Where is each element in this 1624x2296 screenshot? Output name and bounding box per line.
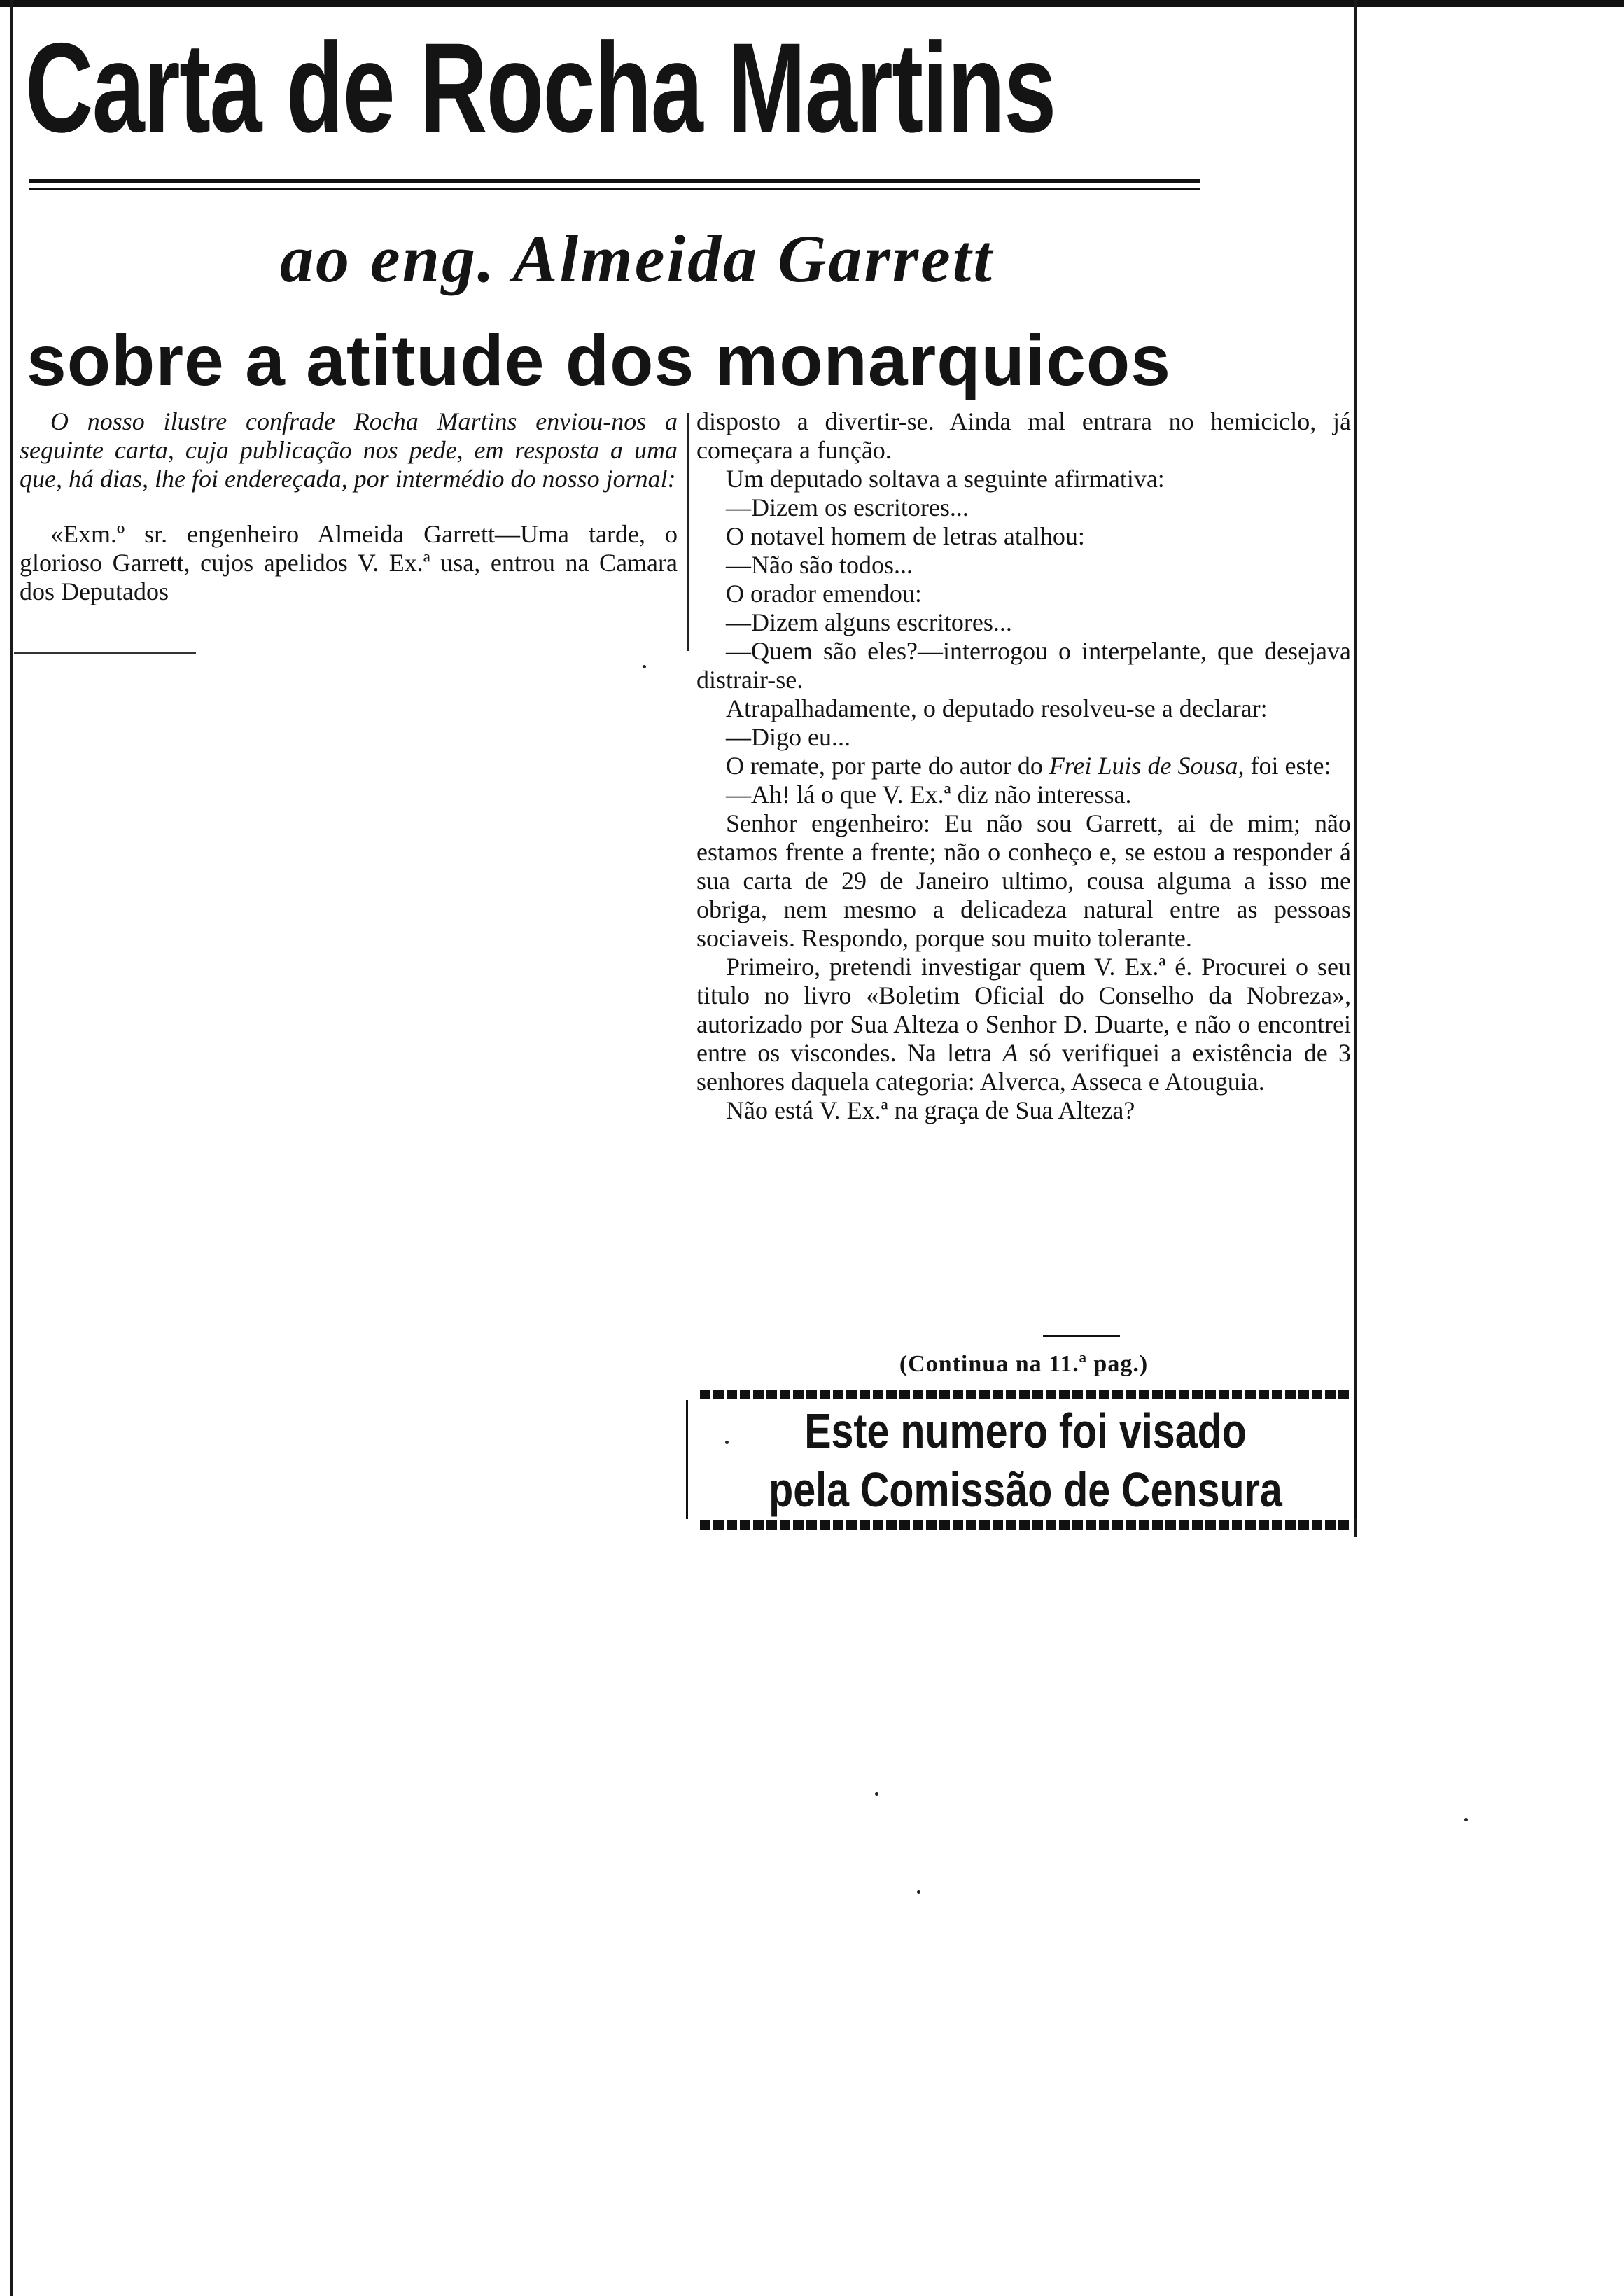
text-run: O remate, por parte do autor do: [726, 752, 1049, 780]
paragraph: [696, 953, 1351, 1096]
title-rule-thin: [29, 188, 1200, 190]
text-run: só verifiquei a existência de 3 senhores daquela categoria: Alverca, Asseca e Atouguia.: [696, 1039, 1351, 1096]
paragraph: O notavel homem de letras atalhou:: [726, 522, 1085, 550]
intro-paragraph: O nosso ilustre confrade Rocha Martins enviou-nos a seguinte carta, cuja publicação nos pede, em resposta a uma que, há dias, lhe foi endereçada, por intermédio do nosso jornal:: [20, 407, 678, 493]
page-top-rule: [0, 0, 1624, 7]
text-run: Primeiro, pretendi investigar quem V. Ex.ª é. Procurei o seu titulo no livro «Boletim Oficial do Conselho da Nobreza», autorizado por Sua Alteza o Senhor D. Duarte, e não o encontrei entre os viscondes. Na letra: [696, 953, 1351, 1067]
dialogue-line: —Dizem alguns escritores...: [726, 608, 1012, 636]
work-title: Frei Luis de Sousa: [1049, 752, 1238, 780]
article-right-rule: [1354, 0, 1357, 1536]
censor-box-bottom-border: [700, 1520, 1351, 1530]
print-speck: [875, 1792, 878, 1795]
print-speck: [917, 1890, 920, 1893]
censor-box-left-border: [686, 1400, 688, 1519]
paragraph: disposto a divertir-se. Ainda mal entrara no hemiciclo, já começara a função.: [696, 407, 1351, 464]
masthead-title: Carta de Rocha Martins: [25, 16, 1056, 159]
print-speck: [1464, 1818, 1468, 1821]
dialogue-line: —Ah! lá o que V. Ex.ª diz não interessa.: [726, 780, 1132, 808]
letter-marker: A: [1002, 1039, 1018, 1067]
censorship-notice: [700, 1401, 1351, 1519]
censorship-line-2: pela Comissão de Censura: [769, 1462, 1282, 1517]
paragraph: Um deputado soltava a seguinte afirmativa:: [726, 465, 1165, 493]
page-left-rule: [10, 0, 13, 2296]
paragraph: Atrapalhadamente, o deputado resolveu-se a declarar:: [726, 694, 1268, 722]
title-rule-thick: [29, 179, 1200, 183]
column-left: [20, 407, 678, 606]
dialogue-line: —Dizem os escritores...: [726, 493, 969, 522]
paragraph: Não está V. Ex.ª na graça de Sua Alteza?: [726, 1096, 1135, 1124]
paragraph: [696, 752, 1351, 780]
subtitle: ao eng. Almeida Garrett: [280, 221, 995, 296]
print-speck: [725, 1441, 729, 1444]
column-divider: [687, 413, 690, 651]
paragraph: Senhor engenheiro: Eu não sou Garrett, ai de mim; não estamos frente a frente; não o conheço e, se estou a responder á sua carta de 29 de Janeiro ultimo, cousa alguma a isso me obriga, nem mesmo a delicadeza natural entre as pessoas sociaveis. Respondo, porque sou muito tolerante.: [696, 809, 1351, 952]
dialogue-line: —Quem são eles?—interrogou o interpelante, que desejava distrair-se.: [696, 637, 1351, 694]
censor-box-top-border: [700, 1390, 1351, 1399]
dialogue-line: —Digo eu...: [726, 723, 850, 751]
censor-box-right-border: [1354, 1400, 1357, 1519]
censorship-line-1: Este numero foi visado: [804, 1404, 1247, 1458]
print-speck: [643, 665, 646, 668]
column-left-end-rule: [14, 652, 196, 654]
letter-opening: «Exm.º sr. engenheiro Almeida Garrett—Uma tarde, o glorioso Garrett, cujos apelidos V. Ex.ª usa, entrou na Camara dos Deputados: [20, 520, 678, 606]
continuation-note: (Continua na 11.ª pag.): [899, 1351, 1149, 1377]
end-rule: [1043, 1335, 1120, 1337]
text-run: , foi este:: [1238, 752, 1331, 780]
paragraph: O orador emendou:: [726, 580, 922, 608]
headline: sobre a atitude dos monarquicos: [27, 321, 1171, 400]
column-right: [696, 407, 1351, 1125]
dialogue-line: —Não são todos...: [726, 551, 913, 579]
